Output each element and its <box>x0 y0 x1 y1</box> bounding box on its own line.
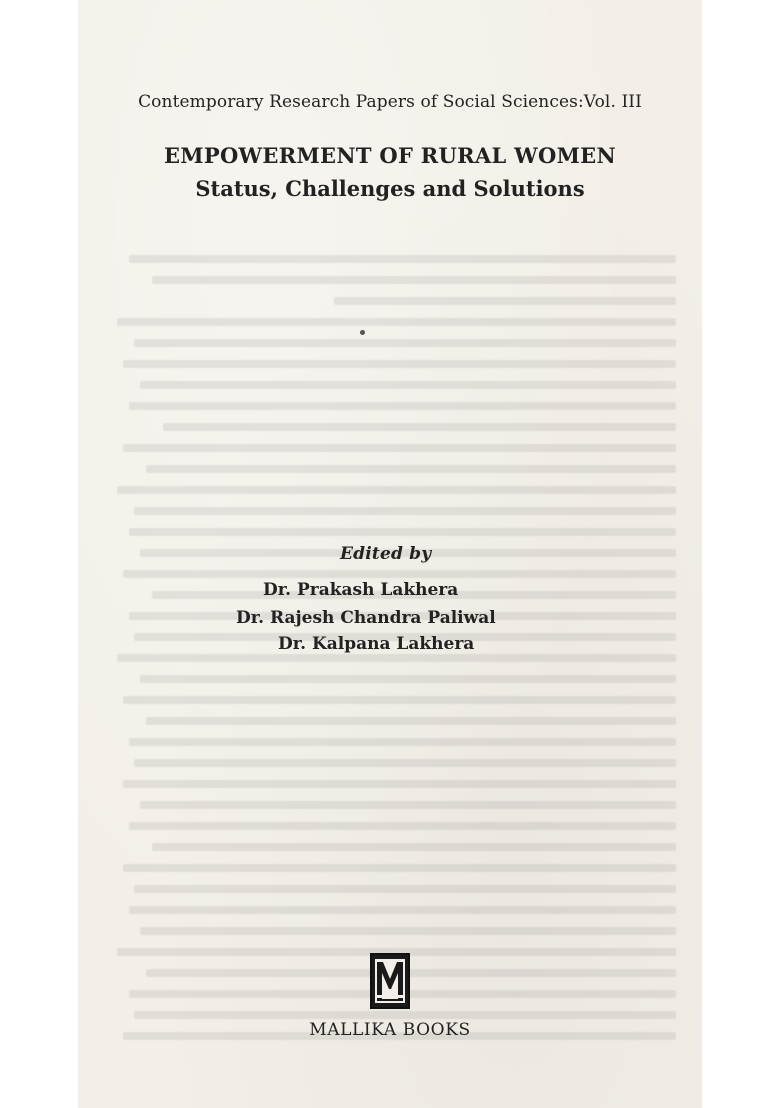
editor-name: Dr. Kalpana Lakhera <box>278 634 475 654</box>
book-title: EMPOWERMENT OF RURAL WOMEN <box>164 143 616 168</box>
mallika-books-m-logo-icon <box>370 953 410 1009</box>
series-title: Contemporary Research Papers of Social Sciences:Vol. III <box>138 92 642 112</box>
bleed-through-text <box>106 255 676 1075</box>
editor-name: Dr. Prakash Lakhera <box>263 580 459 600</box>
publisher-name: MALLIKA BOOKS <box>309 1020 471 1040</box>
editor-name: Dr. Rajesh Chandra Paliwal <box>236 608 496 628</box>
book-subtitle: Status, Challenges and Solutions <box>195 176 585 201</box>
ink-speck <box>360 330 365 335</box>
title-page <box>78 0 702 1108</box>
edited-by-label: Edited by <box>340 544 432 564</box>
